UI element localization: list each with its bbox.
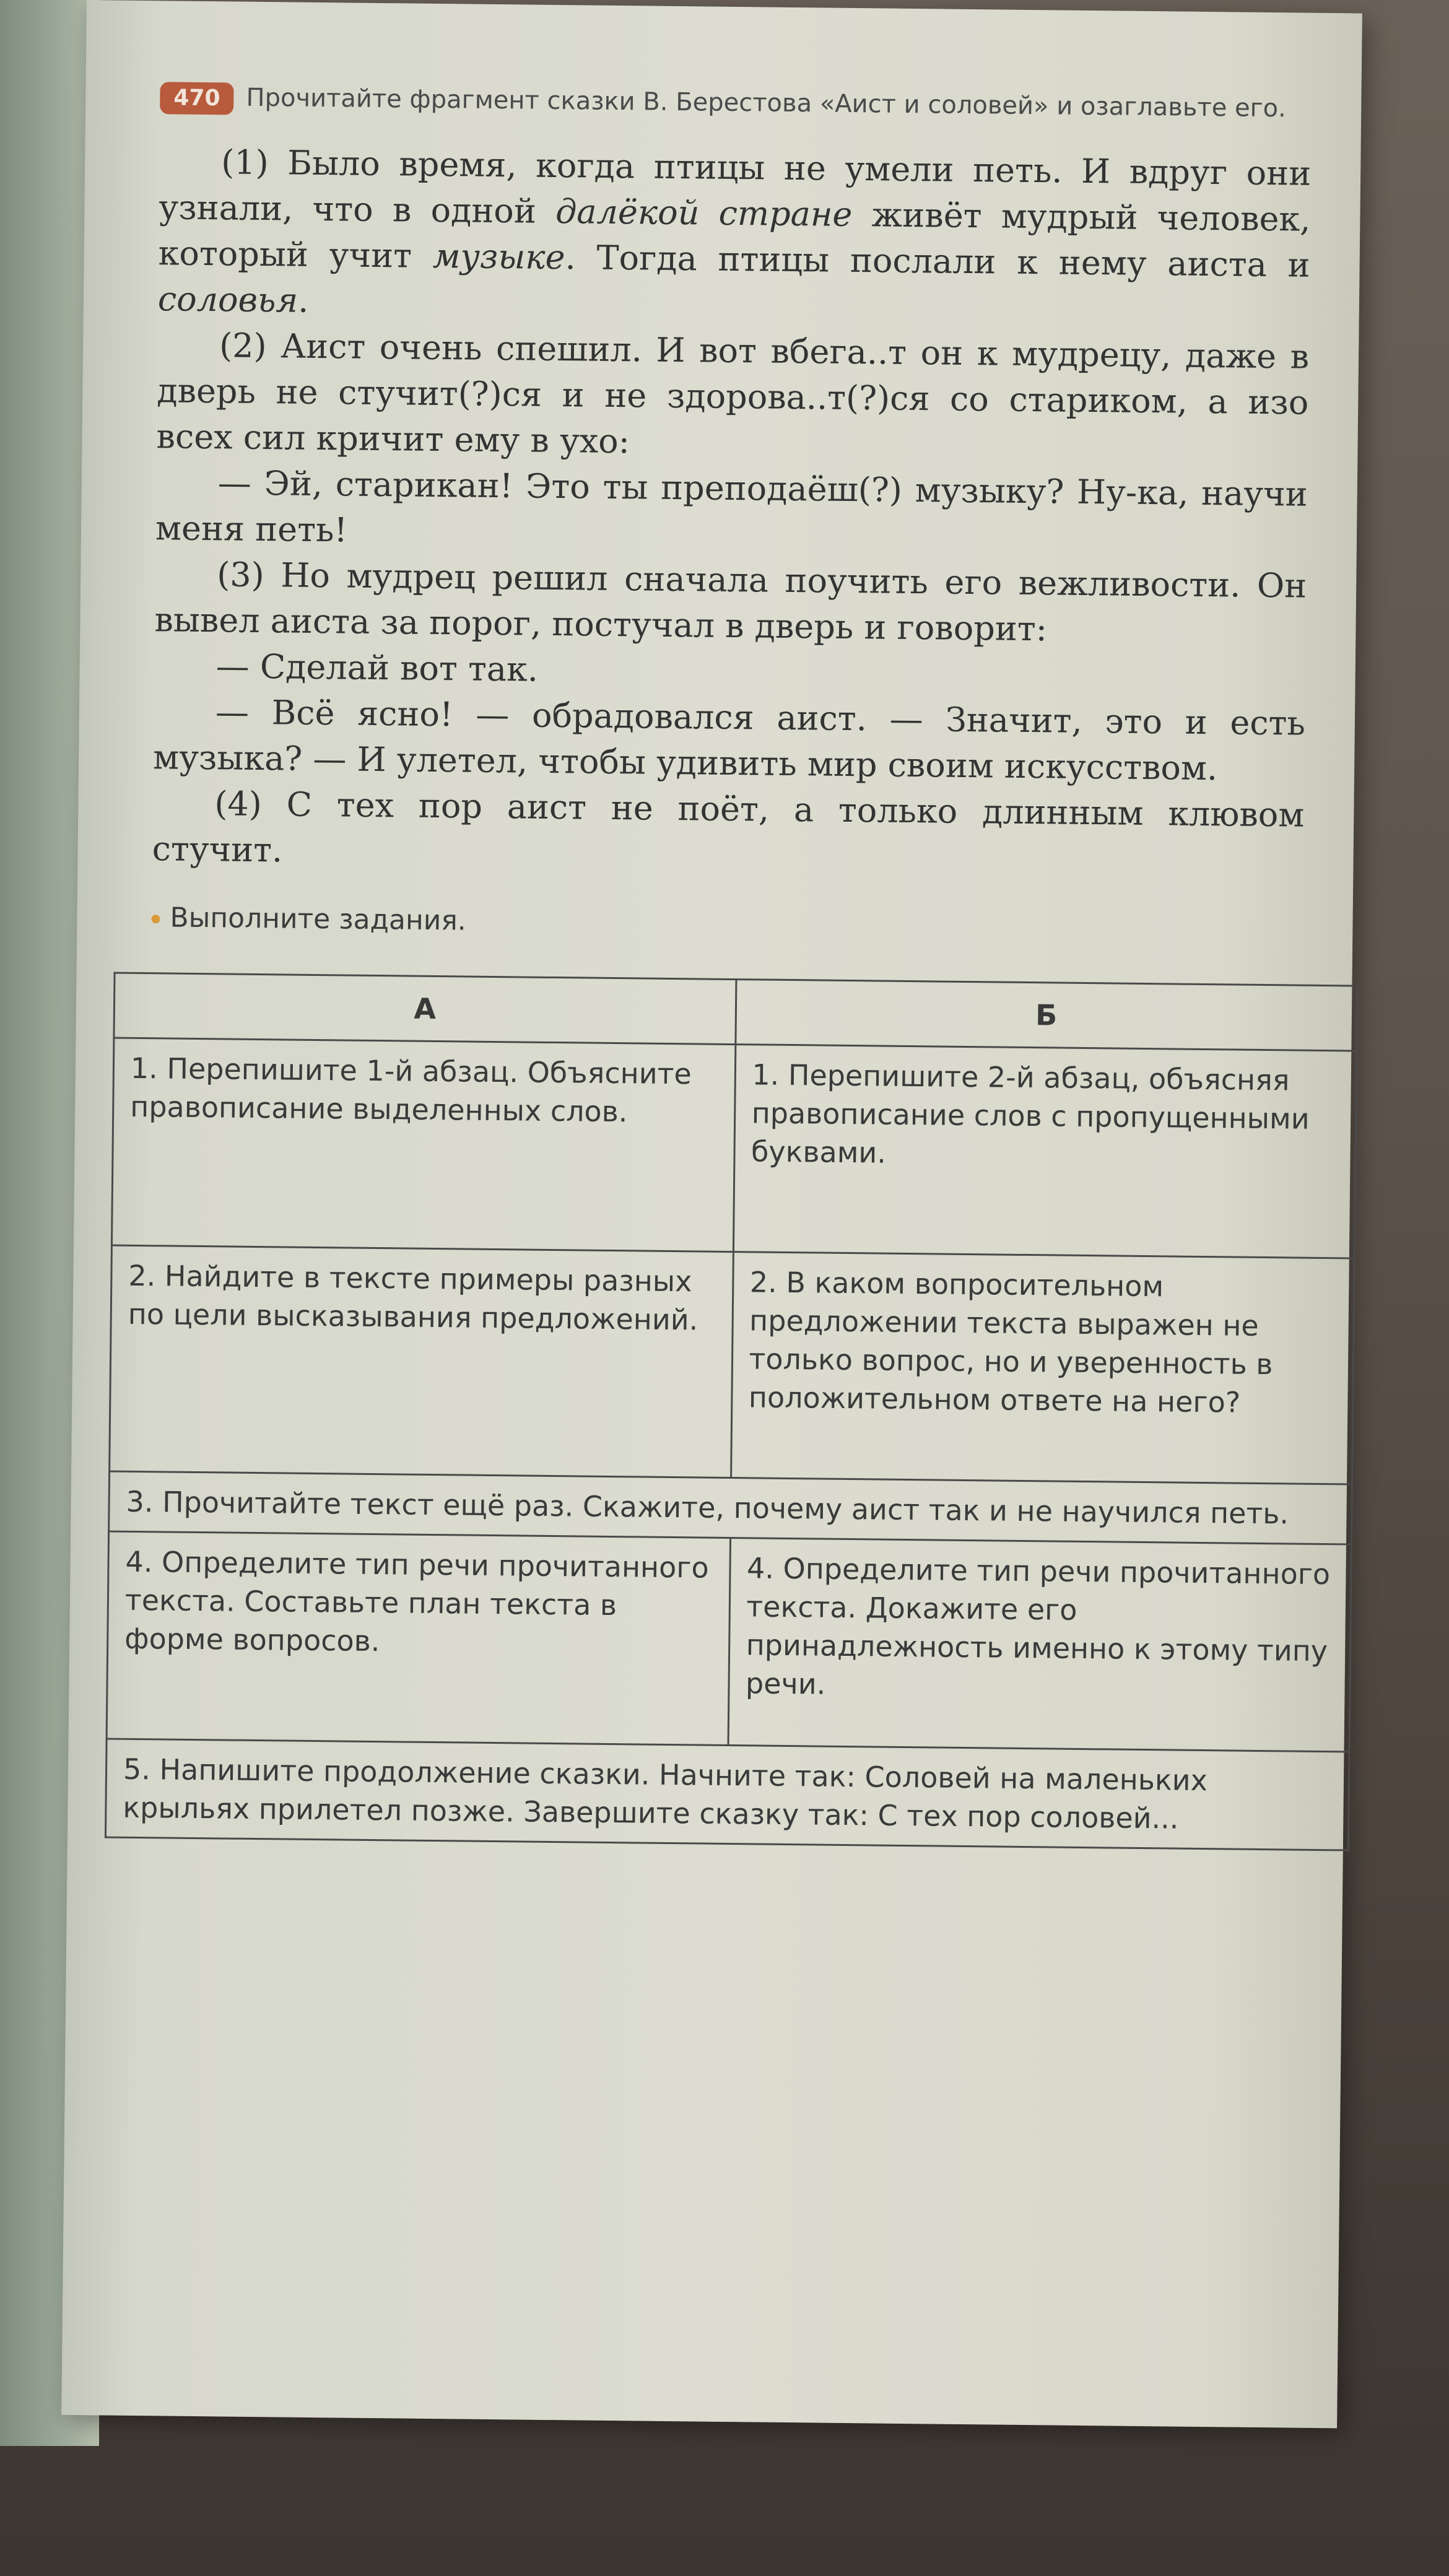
table-row [107, 1531, 1351, 1752]
instruction-text: Выполните задания. [170, 902, 467, 937]
story-paragraph-1 [158, 139, 1312, 334]
p1-text-c: . Тогда птицы послали к нему аиста и [565, 238, 1310, 285]
story-paragraph-4: (4) С тех пор аист не поёт, а только длинным клювом стучит. [152, 784, 1305, 870]
instruction-line [151, 900, 1303, 947]
story-dialog-3a: — Сделай вот так. [215, 646, 539, 689]
p1-text-d: . [297, 281, 309, 320]
exercise-prompt: Прочитайте фрагмент сказки В. Берестова «Аист и соловей» и озаглавьте его. [246, 83, 1287, 123]
exercise-heading [160, 81, 1312, 126]
column-header-b: Б [735, 980, 1357, 1051]
task-1-a: 1. Перепишите 1-й абзац. Объясните правописание выделенных слов. [111, 1038, 735, 1251]
p1-highlight-1: далёкой стране [555, 191, 853, 234]
p1-highlight-3: соловья [157, 279, 298, 320]
story-text [152, 139, 1311, 884]
task-3: 3. Прочитайте текст ещё раз. Скажите, почему аист так и не научился петь. [109, 1471, 1352, 1544]
book-page [61, 0, 1362, 2428]
exercise-number-badge: 470 [160, 82, 234, 115]
task-4-a: 4. Определите тип речи прочитанного текста. Составьте план текста в форме вопросов. [107, 1531, 730, 1745]
column-header-a: А [114, 973, 736, 1045]
task-4-b: 4. Определите тип речи прочитанного текста. Докажите его принадлежность именно к этому типу речи. [728, 1538, 1352, 1752]
table-row [110, 1245, 1355, 1484]
p1-highlight-2: музыке [432, 236, 565, 277]
story-paragraph-3: (3) Но мудрец решил сначала поучить его вежливости. Он вывел аиста за порог, постучал в дверь и говорит: [154, 555, 1307, 649]
task-2-b: 2. В каком вопросительном предложении текста выражен не только вопрос, но и уверенность в положительном ответе на него? [731, 1252, 1354, 1484]
bullet-dot-icon [151, 915, 160, 923]
task-5: 5. Напишите продолжение сказки. Начните так: Соловей на маленьких крыльях прилетел позже. Завершите сказку так: С тех пор соловей... [105, 1739, 1349, 1850]
p1-text-a: (1) Было время, когда птицы не умели петь. И вдруг они узнали, что в одной [159, 142, 1312, 231]
table-row [105, 1739, 1349, 1850]
table-row [111, 1038, 1356, 1258]
page-content [123, 81, 1331, 1850]
task-2-a: 2. Найдите в тексте примеры разных по цели высказывания предложений. [110, 1245, 733, 1477]
story-paragraph-2: (2) Аист очень спешил. И вот вбега..т он к мудрецу, даже в дверь не стучит(?)ся и не здорова..т(?)ся со стариком, а изо всех сил кричит ему в ухо: [156, 326, 1310, 461]
table-header-row [114, 973, 1357, 1051]
task-1-b: 1. Перепишите 2-й абзац, объясняя правописание слов с пропущенными буквами. [733, 1045, 1357, 1258]
story-dialog-3b: — Всё ясно! — обрадовался аист. — Значит, это и есть музыка? — И улетел, чтобы удивить мир своим искусством. [152, 692, 1306, 788]
p1-text-b: живёт мудрый человек, который учит [158, 194, 1311, 276]
tasks-table [105, 972, 1359, 1852]
story-dialog-2: — Эй, старикан! Это ты преподаёш(?) музыку? Ну-ка, научи меня петь! [155, 463, 1308, 550]
